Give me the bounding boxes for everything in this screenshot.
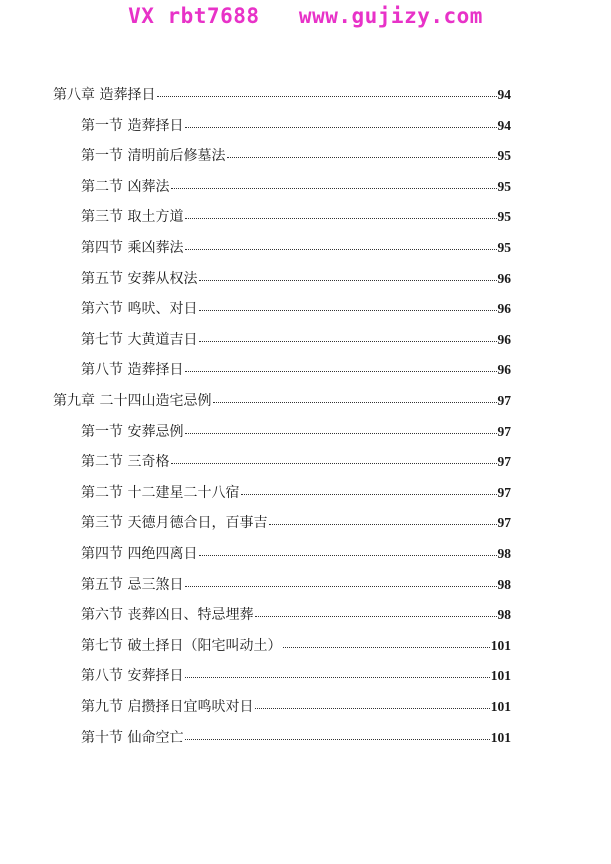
toc-page-number: 97 bbox=[497, 454, 511, 470]
toc-entry-label: 第六节 鸣吠、对日 bbox=[81, 301, 198, 318]
toc-leader-dots bbox=[199, 555, 496, 556]
toc-page-number: 97 bbox=[497, 393, 511, 408]
toc-entry-label: 第八章 造葬择日 bbox=[53, 87, 156, 103]
toc-entry-label: 第四节 四绝四离日 bbox=[81, 546, 198, 562]
toc-entry-label: 第八节 造葬择日 bbox=[81, 362, 184, 379]
toc-leader-dots bbox=[213, 402, 496, 403]
toc-leader-dots bbox=[157, 96, 496, 97]
toc-entry-label: 第二节 十二建星二十八宿 bbox=[81, 484, 240, 501]
toc-page-number: 98 bbox=[497, 576, 511, 592]
toc-section-entry bbox=[0, 146, 611, 166]
toc-page-number: 101 bbox=[490, 637, 511, 653]
toc-entry-label: 第六节 丧葬凶日、特忌埋葬 bbox=[81, 607, 254, 624]
toc-entry-label: 第一节 造葬择日 bbox=[81, 117, 184, 134]
toc-entry-label: 第三节 取土方道 bbox=[81, 209, 184, 226]
toc-section-entry bbox=[0, 116, 611, 136]
toc-page-number: 97 bbox=[497, 515, 511, 531]
toc-page-number: 94 bbox=[497, 87, 511, 102]
toc-leader-dots bbox=[185, 371, 496, 372]
toc-page-number: 101 bbox=[490, 729, 511, 745]
toc-leader-dots bbox=[199, 310, 496, 311]
toc-section-entry bbox=[0, 422, 611, 442]
toc-section-entry bbox=[0, 330, 611, 350]
toc-page-number: 95 bbox=[497, 178, 511, 194]
toc-leader-dots bbox=[269, 524, 496, 525]
toc-page-number: 97 bbox=[497, 484, 511, 500]
toc-entry-label: 第一节 安葬忌例 bbox=[81, 423, 184, 440]
toc-leader-dots bbox=[241, 494, 496, 495]
toc-page-number: 95 bbox=[497, 240, 511, 255]
toc-section-entry bbox=[0, 269, 611, 289]
toc-leader-dots bbox=[185, 218, 496, 219]
toc-entry-label: 第五节 安葬从权法 bbox=[81, 270, 198, 287]
toc-entry-label: 第七节 大黄道吉日 bbox=[81, 331, 198, 348]
toc-chapter-entry bbox=[0, 391, 611, 411]
toc-page-number: 95 bbox=[497, 148, 511, 164]
toc-page-number: 101 bbox=[490, 699, 511, 714]
toc-section-entry bbox=[0, 697, 611, 717]
toc-section-entry bbox=[0, 299, 611, 319]
toc-page-number: 95 bbox=[497, 209, 511, 225]
toc-entry-label: 第二节 凶葬法 bbox=[81, 178, 170, 195]
toc-section-entry bbox=[0, 177, 611, 197]
toc-section-entry bbox=[0, 452, 611, 472]
toc-page-number: 97 bbox=[497, 423, 511, 439]
toc-leader-dots bbox=[255, 616, 496, 617]
toc-leader-dots bbox=[185, 433, 496, 434]
toc-page-number: 98 bbox=[497, 607, 511, 623]
toc-leader-dots bbox=[227, 157, 496, 158]
toc-entry-label: 第三节 天德月德合日，百事吉 bbox=[81, 515, 268, 532]
toc-page-number: 96 bbox=[497, 270, 511, 286]
toc-leader-dots bbox=[185, 586, 496, 587]
toc-leader-dots bbox=[171, 463, 496, 464]
toc-entry-label: 第八节 安葬择日 bbox=[81, 668, 184, 685]
toc-entry-label: 第一节 清明前后修墓法 bbox=[81, 148, 226, 165]
toc-section-entry bbox=[0, 360, 611, 380]
toc-page-number: 98 bbox=[497, 546, 511, 561]
toc-leader-dots bbox=[185, 249, 496, 250]
toc-entry-label: 第十节 仙命空亡 bbox=[81, 729, 184, 746]
toc-leader-dots bbox=[185, 677, 489, 678]
toc-leader-dots bbox=[255, 708, 489, 709]
toc-entry-label: 第五节 忌三煞日 bbox=[81, 576, 184, 593]
toc-page-number: 96 bbox=[497, 331, 511, 347]
toc-chapter-entry bbox=[0, 85, 611, 105]
toc-section-entry bbox=[0, 513, 611, 533]
toc-entry-label: 第九章 二十四山造宅忌例 bbox=[53, 393, 212, 409]
toc-leader-dots bbox=[283, 647, 489, 648]
toc-leader-dots bbox=[185, 739, 489, 740]
toc-section-entry bbox=[0, 544, 611, 564]
toc-section-entry bbox=[0, 238, 611, 258]
toc-page-number: 96 bbox=[497, 362, 511, 378]
toc-section-entry bbox=[0, 605, 611, 625]
toc-section-entry bbox=[0, 483, 611, 503]
toc-entry-label: 第七节 破土择日（阳宅叫动土） bbox=[81, 637, 282, 654]
toc-section-entry bbox=[0, 575, 611, 595]
toc-page-number: 96 bbox=[497, 301, 511, 317]
toc-section-entry bbox=[0, 207, 611, 227]
watermark-text: VX rbt7688 www.gujizy.com bbox=[128, 4, 483, 28]
toc-section-entry bbox=[0, 728, 611, 748]
toc-section-entry bbox=[0, 636, 611, 656]
toc-page-number: 101 bbox=[490, 668, 511, 684]
toc-leader-dots bbox=[171, 188, 496, 189]
toc-leader-dots bbox=[199, 341, 496, 342]
toc-section-entry bbox=[0, 666, 611, 686]
toc-entry-label: 第四节 乘凶葬法 bbox=[81, 240, 184, 256]
toc-entry-label: 第九节 启攒择日宜鸣吠对日 bbox=[81, 699, 254, 715]
toc-leader-dots bbox=[199, 280, 496, 281]
toc-entry-label: 第二节 三奇格 bbox=[81, 454, 170, 471]
toc-leader-dots bbox=[185, 127, 496, 128]
toc-page-number: 94 bbox=[497, 117, 511, 133]
